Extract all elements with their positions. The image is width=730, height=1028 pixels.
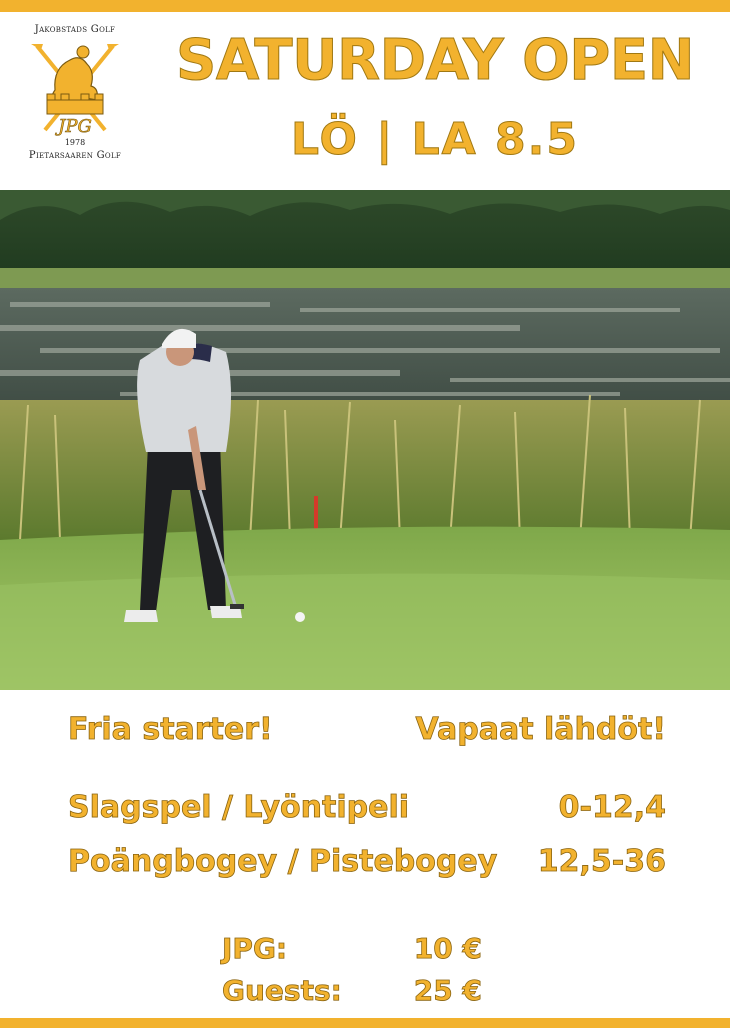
fee-label: JPG: (222, 932, 288, 965)
event-date: LÖ | LA 8.5 (291, 114, 579, 165)
fee-price: 25 € (413, 974, 482, 1007)
fee-price: 10 € (413, 932, 482, 965)
class-range: 0-12,4 (558, 790, 666, 825)
top-accent-bar (0, 0, 730, 12)
club-logo (20, 24, 130, 164)
golfer-putting-photo (0, 190, 730, 690)
class-range: 12,5-36 (537, 844, 666, 879)
fee-label: Guests: (222, 974, 342, 1007)
free-starts-sv: Fria starter! (68, 712, 273, 747)
logo-year: 1978 (64, 138, 86, 147)
class-name: Slagspel / Lyöntipeli (68, 790, 410, 825)
logo-top-text: Jakobstads Golf (34, 24, 116, 35)
class-name: Poängbogey / Pistebogey (68, 844, 498, 879)
event-title: SATURDAY OPEN (176, 28, 694, 93)
logo-monogram: JPG (58, 116, 92, 137)
logo-bottom-text: Pietarsaaren Golf (28, 150, 122, 161)
lion-crest-icon (25, 38, 125, 138)
bottom-accent-bar (0, 1018, 730, 1028)
free-starts-fi: Vapaat lähdöt! (415, 712, 666, 747)
golf-scene-illustration (0, 190, 730, 690)
